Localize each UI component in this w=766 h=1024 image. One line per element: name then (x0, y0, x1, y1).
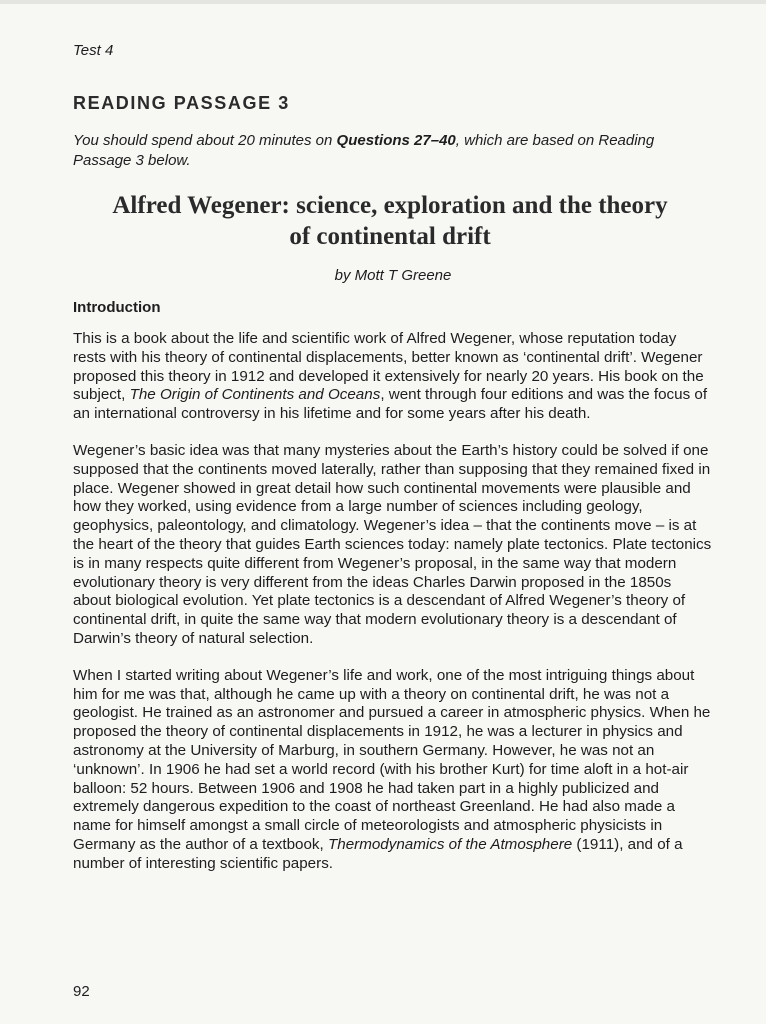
paragraph-3-text-c: (1911), and of a number of interesting scientific papers. (73, 835, 683, 872)
instructions-questions: Questions 27–40 (336, 132, 456, 149)
paragraph-3 (73, 667, 713, 874)
article-body (73, 330, 713, 892)
instructions-prefix: You should spend about 20 minutes on (73, 132, 337, 149)
paragraph-3-text-a: When I started writing about Wegener’s life and work, one of the most intriguing things about him for me was that, although he came up with a theory on continental drift, he was not a geologist. He trained as an astronomer and pursued a career in atmospheric physics. When he proposed the theory of continental displacements in 1912, he was a lecturer in physics and astronomy at the University of Marburg, in southern Germany. However, he was not an ‘unknown’. In 1906 he had set a world record (with his brother Kurt) for time aloft in a hot-air balloon: 52 hours. Between 1906 and 1908 he had taken part in a highly publicized and extremely dangerous expedition to the coast of northeast Greenland. He had also made a name for himself amongst a small circle of meteorologists and atmospheric physicists in Germany as the author of a textbook, (73, 666, 711, 853)
book-title-origin: The Origin of Continents and Oceans (129, 386, 381, 404)
page-number: 92 (73, 983, 90, 1000)
instructions (73, 131, 713, 171)
article-title (80, 190, 700, 252)
article-author: by Mott T Greene (334, 267, 452, 284)
intro-heading: Introduction (73, 299, 161, 316)
section-heading: READING PASSAGE 3 (73, 93, 290, 113)
paragraph-2: Wegener’s basic idea was that many mysteries about the Earth’s history could be solved if one supposed that the continents moved laterally, rather than supposing that they remained fixed in place. Wegener showed in great detail how such continental movements were plausible and how they worked, using evidence from a large number of sciences including geology, geophysics, paleontology, and climatology. Wegener’s idea – that the continents move – is at the heart of the theory that guides Earth sciences today: namely plate tectonics. Plate tectonics is in many respects quite different from Wegener’s proposal, in the same way that modern evolutionary theory is very different from the ideas Charles Darwin proposed in the 1850s about biological evolution. Yet plate tectonics is a descendant of Alfred Wegener’s theory of continental drift, in quite the same way that modern evolutionary theory is a descendant of Darwin’s theory of natural selection. (73, 441, 712, 647)
article-title-line-2: of continental drift (289, 223, 491, 250)
paragraph-1 (73, 330, 713, 424)
article-title-line-1: Alfred Wegener: science, exploration and the theory (112, 192, 668, 219)
book-title-thermodynamics: Thermodynamics of the Atmosphere (327, 835, 573, 853)
test-label: Test 4 (73, 42, 114, 59)
paragraph-1-text-a: This is a book about the life and scientific work of Alfred Wegener, whose reputation today rests with his theory of continental displacements, better known as ‘continental drift’. Wegener proposed this theory in 1912 and developed it extensively for nearly 20 years. His book on the subject, (73, 330, 704, 404)
instructions-suffix: , which are based on Reading Passage 3 below. (73, 132, 655, 169)
paragraph-1-text-c: , went through four editions and was the focus of an international controversy in his lifetime and for some years after his death. (73, 386, 708, 423)
scan-edge (0, 0, 766, 4)
